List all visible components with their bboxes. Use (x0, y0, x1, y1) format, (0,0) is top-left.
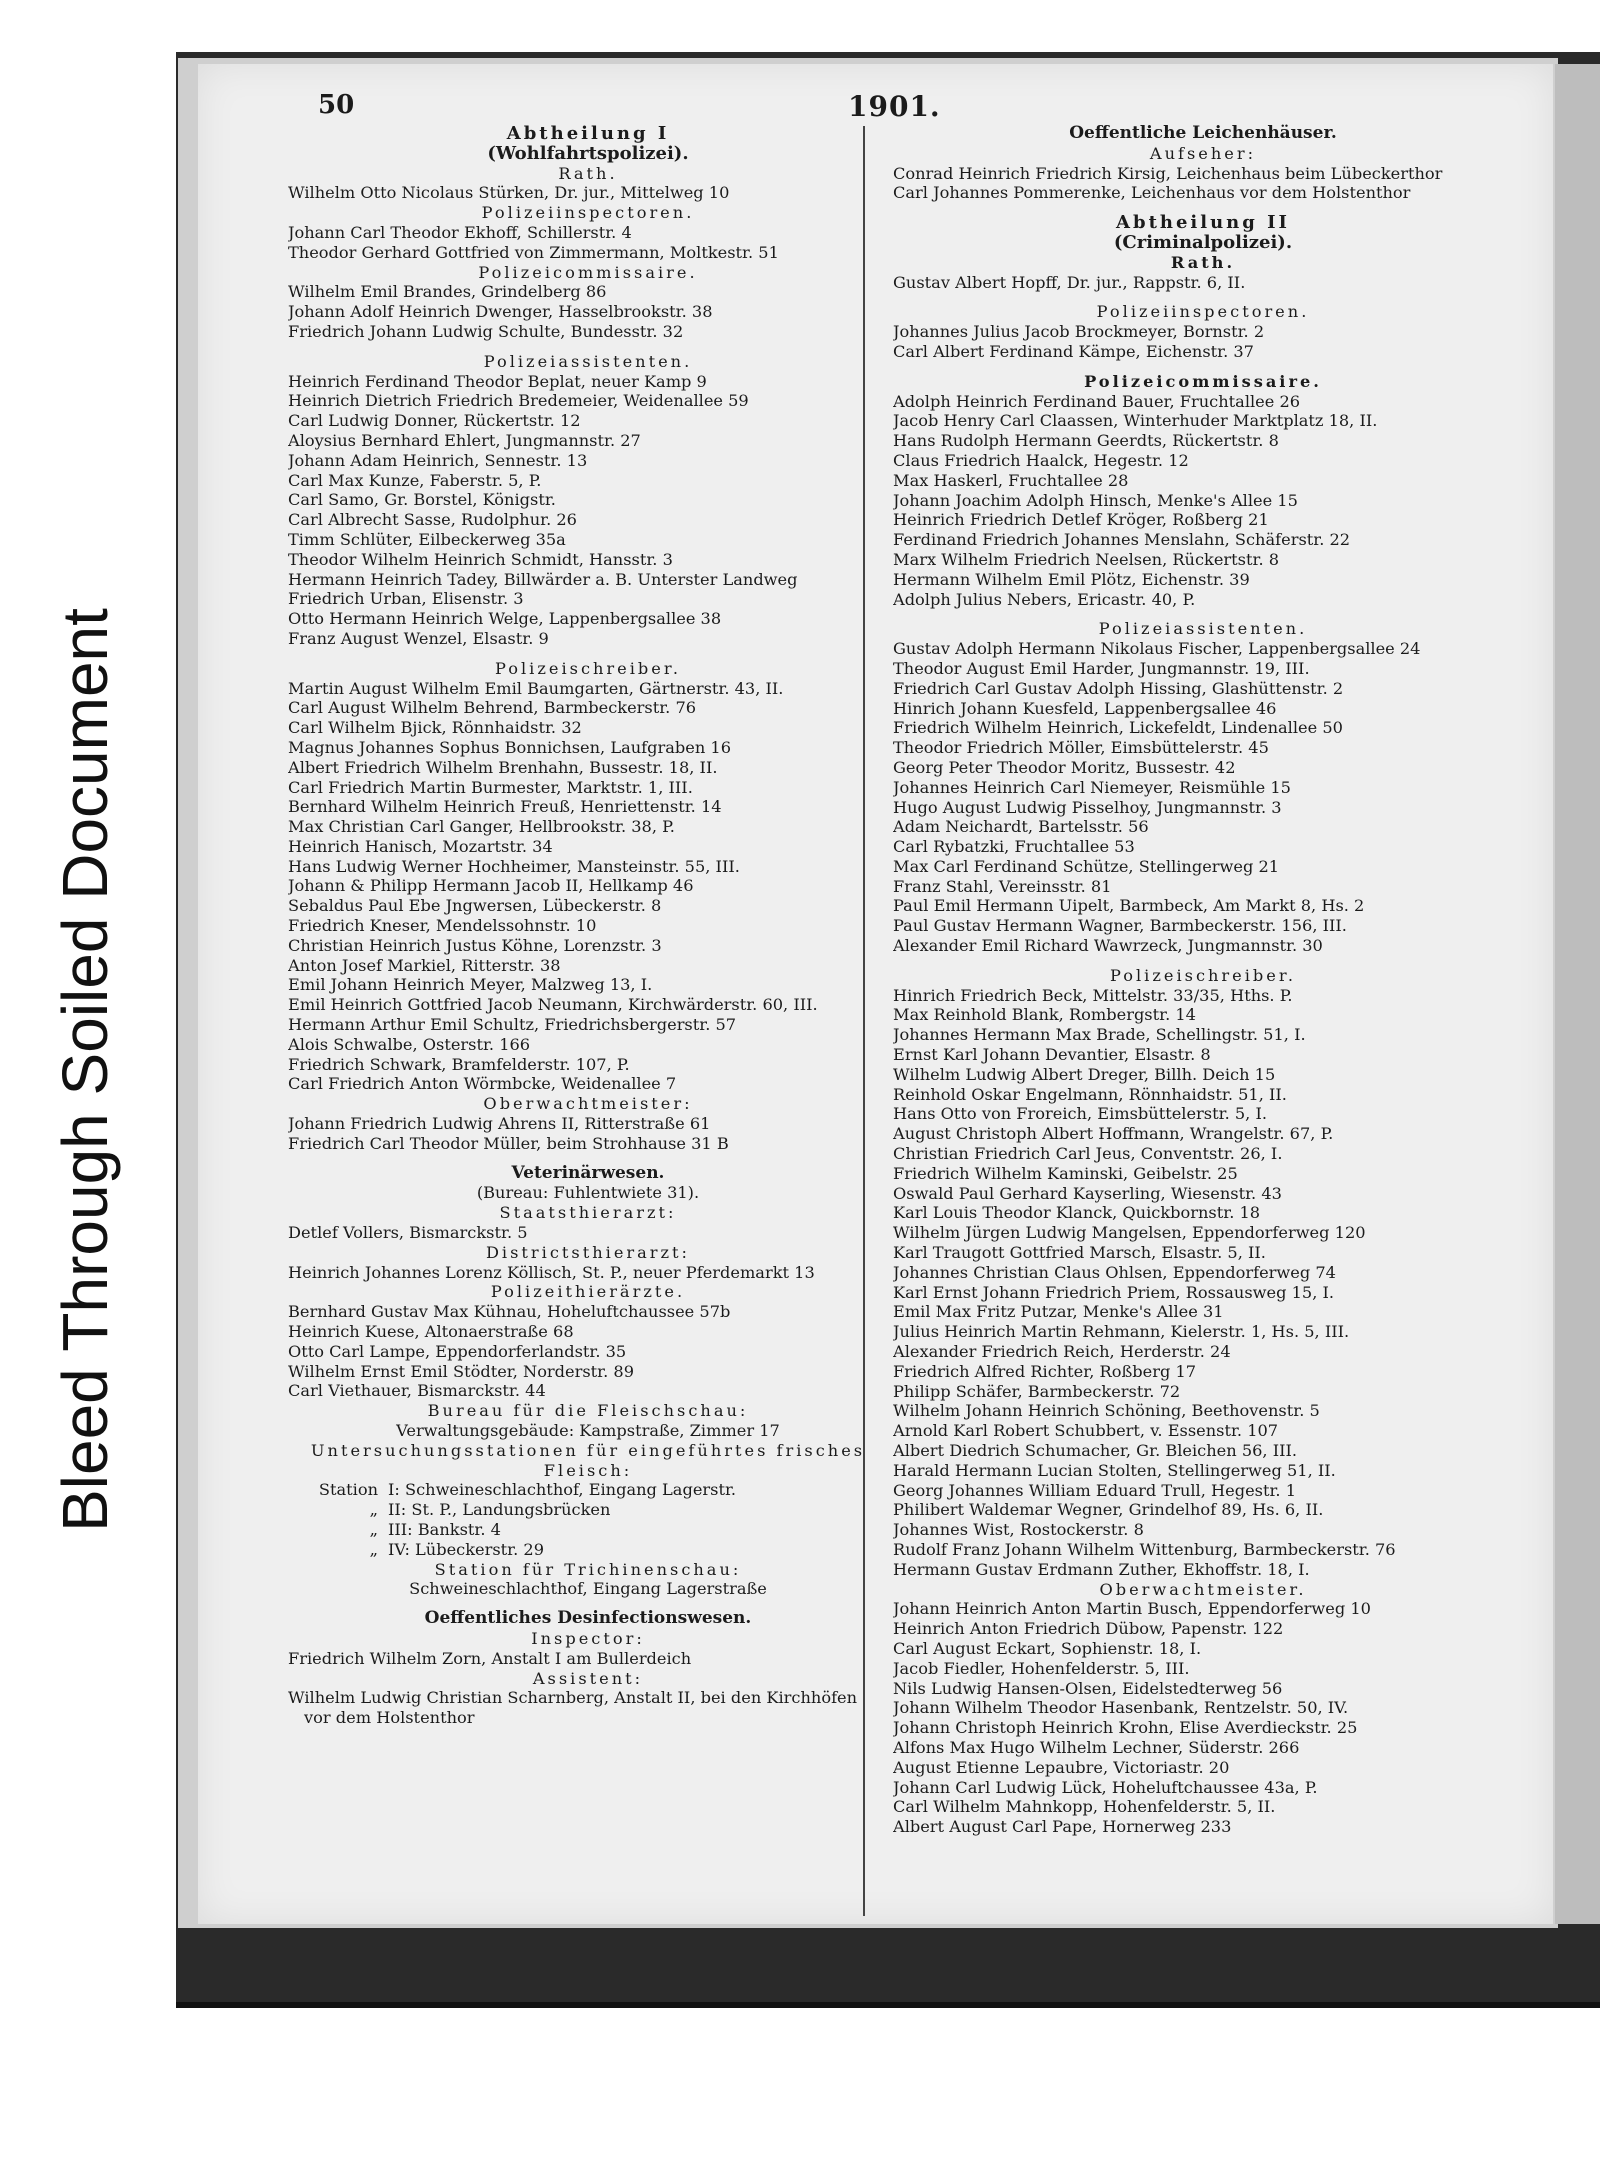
directory-entry: Heinrich Friedrich Detlef Kröger, Roßberg 21 (893, 510, 1269, 530)
directory-entry: Adolph Heinrich Ferdinand Bauer, Fruchtallee 26 (893, 391, 1301, 411)
desinfection-title: Oeffentliches Desinfectionswesen. (424, 1609, 752, 1629)
directory-entry: Georg Peter Theodor Moritz, Bussestr. 42 (893, 757, 1236, 777)
heading-inspectoren: Polizeiinspectoren. (481, 203, 695, 223)
directory-entry: Theodor Wilhelm Heinrich Schmidt, Hansstr. 3 (288, 549, 673, 569)
directory-entry: Carl Samo, Gr. Borstel, Königstr. (288, 490, 556, 510)
rath-list (288, 183, 888, 203)
directory-entry: Georg Johannes William Eduard Trull, Hegestr. 1 (893, 1480, 1297, 1500)
section-title: Abtheilung I (506, 124, 670, 144)
heading-inspector: Inspector: (531, 1628, 645, 1648)
veterinaer-title: Veterinärwesen. (511, 1163, 665, 1183)
directory-entry: Heinrich Johannes Lorenz Köllisch, St. P., neuer Pferdemarkt 13 (288, 1262, 815, 1282)
directory-entry: Paul Emil Hermann Uipelt, Barmbeck, Am Markt 8, Hs. 2 (893, 896, 1365, 916)
directory-entry: Alexander Emil Richard Wawrzeck, Jungmannstr. 30 (893, 936, 1323, 956)
directory-entry: Hugo August Ludwig Pisselhoy, Jungmannstr. 3 (893, 797, 1282, 817)
directory-entry: Adam Neichardt, Bartelsstr. 56 (893, 817, 1149, 837)
directory-entry: Otto Carl Lampe, Eppendorferlandstr. 35 (288, 1341, 627, 1361)
directory-entry: Carl Ludwig Donner, Rückertstr. 12 (288, 411, 581, 431)
directory-entry: Carl Wilhelm Mahnkopp, Hohenfelderstr. 5, II. (893, 1797, 1276, 1817)
station-row (288, 1500, 888, 1520)
directory-entry: Emil Max Fritz Putzar, Menke's Allee 31 (893, 1302, 1224, 1322)
station-text: I: Schweineschlachthof, Eingang Lagerstr. (388, 1480, 737, 1500)
inspector-list (288, 1649, 888, 1669)
document-page (198, 64, 1553, 1924)
directory-entry: Carl Johannes Pommerenke, Leichenhaus vor dem Holstenthor (893, 183, 1411, 203)
staatsthierarzt-list (288, 1223, 888, 1243)
heading-schreiber: Polizeischreiber. (495, 658, 681, 678)
station-row (288, 1540, 888, 1560)
directory-entry: Heinrich Kuese, Altonaerstraße 68 (288, 1322, 574, 1342)
directory-entry: Friedrich Wilhelm Heinrich, Lickefeldt, Lindenallee 50 (893, 718, 1343, 738)
directory-entry: Carl August Eckart, Sophienstr. 18, I. (893, 1638, 1202, 1658)
stations-list (288, 1480, 888, 1559)
station-label: Station (318, 1480, 378, 1500)
fleischschau-line: Verwaltungsgebäude: Kampstraße, Zimmer 17 (396, 1421, 780, 1440)
leichenhaeuser-title: Oeffentliche Leichenhäuser. (1069, 124, 1337, 143)
directory-entry: Conrad Heinrich Friedrich Kirsig, Leichenhaus beim Lübeckerthor (893, 163, 1443, 183)
directory-entry: Philibert Waldemar Wegner, Grindelhof 89, Hs. 6, II. (893, 1500, 1324, 1520)
commissaire-list-2 (893, 392, 1513, 610)
directory-entry: Friedrich Wilhelm Zorn, Anstalt I am Bullerdeich (288, 1648, 692, 1668)
directory-entry: Harald Hermann Lucian Stolten, Stellingerweg 51, II. (893, 1460, 1336, 1480)
directory-entry: Carl Friedrich Anton Wörmbcke, Weidenallee 7 (288, 1074, 677, 1094)
directory-entry: Reinhold Oskar Engelmann, Rönnhaidstr. 51, II. (893, 1084, 1287, 1104)
heading-commissaire-2: Polizeicommissaire. (1084, 371, 1322, 391)
directory-entry: Max Christian Carl Ganger, Hellbrookstr. 38, P. (288, 817, 675, 837)
directory-entry: Hermann Arthur Emil Schultz, Friedrichsbergerstr. 57 (288, 1015, 737, 1035)
directory-entry: Ernst Karl Johann Devantier, Elsastr. 8 (893, 1045, 1211, 1065)
station-label: „ (369, 1539, 378, 1559)
station-row (288, 1520, 888, 1540)
directory-entry: Franz Stahl, Vereinsstr. 81 (893, 876, 1112, 896)
directory-entry: Max Haskerl, Fruchtallee 28 (893, 470, 1129, 490)
directory-entry: Johann Carl Theodor Ekhoff, Schillerstr. 4 (288, 222, 632, 242)
directory-entry: Johann Christoph Heinrich Krohn, Elise Averdieckstr. 25 (893, 1718, 1358, 1738)
directory-entry: Friedrich Schwark, Bramfelderstr. 107, P. (288, 1054, 630, 1074)
directory-entry: Albert Diedrich Schumacher, Gr. Bleichen 56, III. (893, 1441, 1298, 1460)
directory-entry: Friedrich Urban, Elisenstr. 3 (288, 589, 524, 609)
heading-oberwachtmeister-2: Oberwachtmeister. (1099, 1579, 1307, 1599)
heading-assistenten-2: Polizeiassistenten. (1098, 619, 1308, 639)
directory-entry: Johannes Julius Jacob Brockmeyer, Bornstr. 2 (893, 322, 1265, 342)
heading-oberwachtmeister: Oberwachtmeister: (483, 1094, 693, 1114)
directory-entry: Christian Friedrich Carl Jeus, Conventstr. 26, I. (893, 1144, 1283, 1164)
directory-entry: Hinrich Friedrich Beck, Mittelstr. 33/35, Hths. P. (893, 985, 1293, 1005)
station-text: III: Bankstr. 4 (388, 1519, 501, 1539)
directory-entry: Jacob Fiedler, Hohenfelderstr. 5, III. (893, 1658, 1190, 1678)
directory-entry: Hans Ludwig Werner Hochheimer, Mansteinstr. 55, III. (288, 856, 740, 876)
directory-entry: Carl Viethauer, Bismarckstr. 44 (288, 1381, 546, 1401)
heading-assistent: Assistent: (532, 1668, 644, 1688)
directory-entry: Johannes Heinrich Carl Niemeyer, Reismühle 15 (893, 777, 1291, 797)
directory-entry: Albert Friedrich Wilhelm Brenhahn, Bussestr. 18, II. (288, 757, 718, 777)
directory-entry: Marx Wilhelm Friedrich Neelsen, Rückertstr. 8 (893, 549, 1280, 569)
directory-entry: Julius Heinrich Martin Rehmann, Kielerstr. 1, Hs. 5, III. (893, 1322, 1350, 1342)
directory-entry: Carl Rybatzki, Fruchtallee 53 (893, 837, 1135, 857)
directory-entry: Sebaldus Paul Ebe Jngwersen, Lübeckerstr. 8 (288, 896, 662, 916)
assistenten-list (288, 372, 888, 649)
trichinenschau-line: Schweineschlachthof, Eingang Lagerstraße (409, 1579, 767, 1599)
directory-entry: Hermann Wilhelm Emil Plötz, Eichenstr. 39 (893, 569, 1250, 589)
heading-trichinenschau: Station für Trichinenschau: (434, 1559, 742, 1579)
heading-districtsthierarzt: Districtsthierarzt: (485, 1242, 691, 1262)
directory-entry: Gustav Albert Hopff, Dr. jur., Rappstr. 6, II. (893, 272, 1246, 292)
directory-entry: Carl Albert Ferdinand Kämpe, Eichenstr. 37 (893, 341, 1254, 361)
directory-entry: Johannes Hermann Max Brade, Schellingstr. 51, I. (893, 1025, 1306, 1045)
directory-entry: Heinrich Ferdinand Theodor Beplat, neuer Kamp 9 (288, 371, 707, 391)
schreiber-list-2 (893, 986, 1513, 1580)
directory-entry: Friedrich Wilhelm Kaminski, Geibelstr. 25 (893, 1163, 1238, 1183)
station-label: „ (369, 1500, 378, 1520)
rath-list-2 (893, 273, 1513, 293)
heading-staatsthierarzt: Staatsthierarzt: (499, 1203, 677, 1223)
directory-entry: Friedrich Alfred Richter, Roßberg 17 (893, 1361, 1197, 1381)
districtsthierarzt-list (288, 1263, 888, 1283)
directory-entry: Claus Friedrich Haalck, Hegestr. 12 (893, 450, 1189, 470)
directory-entry: Johann Wilhelm Theodor Hasenbank, Rentzelstr. 50, IV. (893, 1698, 1349, 1718)
directory-entry: Carl Friedrich Martin Burmester, Marktstr. 1, III. (288, 777, 693, 797)
directory-entry: Hinrich Johann Kuesfeld, Lappenbergsallee 46 (893, 698, 1277, 718)
directory-entry: Ferdinand Friedrich Johannes Menslahn, Schäferstr. 22 (893, 530, 1351, 550)
scan-bottom-band (176, 2002, 1600, 2008)
directory-entry: Wilhelm Emil Brandes, Grindelberg 86 (288, 282, 607, 302)
directory-entry: Johann Friedrich Ludwig Ahrens II, Ritterstraße 61 (288, 1114, 711, 1134)
directory-entry: Carl Albrecht Sasse, Rudolphur. 26 (288, 510, 577, 530)
heading-aufseher: Aufseher: (1149, 143, 1257, 163)
station-row (288, 1480, 888, 1500)
page-year: 1901. (848, 90, 941, 123)
page-number: 50 (318, 90, 355, 120)
directory-entry: Timm Schlüter, Eilbeckerweg 35a (288, 529, 566, 549)
directory-entry: Jacob Henry Carl Claassen, Winterhuder Marktplatz 18, II. (893, 411, 1378, 431)
directory-entry: Johann Heinrich Anton Martin Busch, Eppendorferweg 10 (893, 1599, 1371, 1619)
directory-entry: Friedrich Carl Gustav Adolph Hissing, Glashüttenstr. 2 (893, 678, 1344, 698)
directory-entry: Carl Max Kunze, Faberstr. 5, P. (288, 470, 542, 490)
directory-entry: Oswald Paul Gerhard Kayserling, Wiesenstr. 43 (893, 1183, 1282, 1203)
station-label: „ (369, 1519, 378, 1539)
assistent-line-2: vor dem Holstenthor (304, 1708, 475, 1728)
directory-entry: Friedrich Carl Theodor Müller, beim Strohhause 31 B (288, 1133, 729, 1153)
directory-entry: Wilhelm Jürgen Ludwig Mangelsen, Eppendorferweg 120 (893, 1223, 1366, 1243)
directory-entry: Alois Schwalbe, Osterstr. 166 (288, 1034, 531, 1054)
directory-entry: Martin August Wilhelm Emil Baumgarten, Gärtnerstr. 43, II. (288, 678, 784, 698)
left-column (288, 124, 888, 1728)
directory-entry: Franz August Wenzel, Elsastr. 9 (288, 628, 549, 648)
bleed-through-stamp (0, 470, 170, 1670)
directory-entry: Christian Heinrich Justus Köhne, Lorenzstr. 3 (288, 935, 662, 955)
directory-entry: Emil Johann Heinrich Meyer, Malzweg 13, I. (288, 975, 653, 995)
section-subtitle-2: (Criminalpolizei). (1113, 232, 1293, 253)
assistenten-list-2 (893, 639, 1513, 956)
directory-entry: Heinrich Anton Friedrich Dübow, Papenstr. 122 (893, 1619, 1284, 1639)
heading-untersuchung-1: Untersuchungsstationen für eingeführtes frisches (310, 1440, 866, 1460)
section-subtitle: (Wohlfahrtspolizei). (487, 143, 689, 164)
directory-entry: Friedrich Johann Ludwig Schulte, Bundesstr. 32 (288, 321, 684, 341)
directory-entry: Heinrich Dietrich Friedrich Bredemeier, Weidenallee 59 (288, 391, 749, 411)
directory-entry: Magnus Johannes Sophus Bonnichsen, Laufgraben 16 (288, 737, 732, 757)
directory-entry: Max Reinhold Blank, Rombergstr. 14 (893, 1005, 1196, 1025)
directory-entry: Johann Adam Heinrich, Sennestr. 13 (288, 450, 588, 470)
directory-entry: Johann & Philipp Hermann Jacob II, Hellkamp 46 (288, 876, 694, 896)
directory-entry: Johann Carl Ludwig Lück, Hoheluftchaussee 43a, P. (893, 1777, 1318, 1797)
inspectoren-list (288, 223, 888, 263)
assistent-line-1: Wilhelm Ludwig Christian Scharnberg, Anstalt II, bei den Kirchhöfen (288, 1688, 858, 1708)
directory-entry: Anton Josef Markiel, Ritterstr. 38 (288, 955, 561, 975)
heading-rath-2: Rath. (1170, 252, 1236, 272)
directory-entry: Philipp Schäfer, Barmbeckerstr. 72 (893, 1381, 1181, 1401)
directory-entry: Johannes Wist, Rostockerstr. 8 (893, 1520, 1144, 1540)
directory-entry: Theodor August Emil Harder, Jungmannstr. 19, III. (893, 658, 1310, 678)
directory-entry: Aloysius Bernhard Ehlert, Jungmannstr. 27 (288, 430, 641, 450)
directory-entry: Alexander Friedrich Reich, Herderstr. 24 (893, 1342, 1231, 1362)
oberwachtmeister-list (288, 1114, 888, 1154)
right-column (893, 124, 1513, 1837)
directory-entry: Karl Louis Theodor Klanck, Quickbornstr. 18 (893, 1203, 1261, 1223)
directory-entry: Carl Wilhelm Bjick, Rönnhaidstr. 32 (288, 718, 582, 738)
directory-entry: Johannes Christian Claus Ohlsen, Eppendorferweg 74 (893, 1262, 1336, 1282)
heading-commissaire: Polizeicommissaire. (478, 262, 698, 282)
stamp-label: Bleed Through Soiled Document (49, 608, 121, 1532)
directory-entry: Wilhelm Johann Heinrich Schöning, Beethovenstr. 5 (893, 1401, 1320, 1421)
directory-entry: Theodor Gerhard Gottfried von Zimmermann, Moltkestr. 51 (288, 242, 779, 262)
directory-entry: Emil Heinrich Gottfried Jacob Neumann, Kirchwärderstr. 60, III. (288, 995, 818, 1015)
directory-entry: Hans Rudolph Hermann Geerdts, Rückertstr. 8 (893, 431, 1279, 451)
directory-entry: Heinrich Hanisch, Mozartstr. 34 (288, 836, 553, 856)
directory-entry: Gustav Adolph Hermann Nikolaus Fischer, Lappenbergsallee 24 (893, 639, 1421, 659)
directory-entry: Alfons Max Hugo Wilhelm Lechner, Süderstr. 266 (893, 1737, 1300, 1757)
directory-entry: Detlef Vollers, Bismarckstr. 5 (288, 1223, 528, 1243)
inspectoren-list-2 (893, 322, 1513, 362)
directory-entry: Bernhard Gustav Max Kühnau, Hoheluftchaussee 57b (288, 1302, 731, 1322)
polizeithieraerzte-list (288, 1302, 888, 1401)
directory-entry: Karl Traugott Gottfried Marsch, Elsastr. 5, II. (893, 1243, 1266, 1263)
page-margin-strip (1555, 64, 1600, 1924)
directory-entry: August Christoph Albert Hoffmann, Wrangelstr. 67, P. (893, 1124, 1334, 1144)
directory-entry: Wilhelm Ernst Emil Stödter, Norderstr. 89 (288, 1361, 635, 1381)
directory-entry: Max Carl Ferdinand Schütze, Stellingerweg 21 (893, 856, 1280, 876)
directory-entry: Adolph Julius Nebers, Ericastr. 40, P. (893, 589, 1196, 609)
directory-entry: Carl August Wilhelm Behrend, Barmbeckerstr. 76 (288, 698, 697, 718)
directory-entry: Theodor Friedrich Möller, Eimsbüttelerstr. 45 (893, 738, 1269, 758)
section-title-2: Abtheilung II (1116, 213, 1290, 233)
directory-entry: Hermann Heinrich Tadey, Billwärder a. B. Unterster Landweg (288, 569, 798, 589)
directory-entry: Rudolf Franz Johann Wilhelm Wittenburg, Barmbeckerstr. 76 (893, 1539, 1396, 1559)
station-text: II: St. P., Landungsbrücken (388, 1500, 611, 1520)
directory-entry: August Etienne Lepaubre, Victoriastr. 20 (893, 1757, 1230, 1777)
heading-schreiber-2: Polizeischreiber. (1110, 965, 1296, 985)
directory-entry: Hermann Gustav Erdmann Zuther, Ekhoffstr. 18, I. (893, 1559, 1310, 1579)
oberwachtmeister-list-2 (893, 1599, 1513, 1837)
commissaire-list (288, 282, 888, 341)
directory-entry: Karl Ernst Johann Friedrich Priem, Rossausweg 15, I. (893, 1282, 1335, 1302)
station-text: IV: Lübeckerstr. 29 (388, 1539, 545, 1559)
directory-entry: Wilhelm Ludwig Albert Dreger, Billh. Deich 15 (893, 1064, 1276, 1084)
directory-entry: Nils Ludwig Hansen-Olsen, Eidelstedterweg 56 (893, 1678, 1283, 1698)
heading-assistenten: Polizeiassistenten. (483, 351, 693, 371)
directory-entry: Wilhelm Otto Nicolaus Stürken, Dr. jur., Mittelweg 10 (288, 183, 730, 203)
heading-rath: Rath. (558, 163, 618, 183)
heading-polizeithieraerzte: Polizeithierärzte. (490, 1282, 686, 1302)
directory-entry: Friedrich Kneser, Mendelssohnstr. 10 (288, 916, 597, 936)
heading-fleischschau: Bureau für die Fleischschau: (427, 1401, 749, 1421)
directory-entry: Paul Gustav Hermann Wagner, Barmbeckerstr. 156, III. (893, 916, 1347, 936)
directory-entry: Hans Otto von Froreich, Eimsbüttelerstr. 5, I. (893, 1104, 1267, 1124)
directory-entry: Johann Adolf Heinrich Dwenger, Hasselbrookstr. 38 (288, 302, 713, 322)
directory-entry: Albert August Carl Pape, Hornerweg 233 (893, 1817, 1232, 1837)
veterinaer-bureau: (Bureau: Fuhlentwiete 31). (476, 1183, 700, 1203)
schreiber-list (288, 679, 888, 1095)
directory-entry: Johann Joachim Adolph Hinsch, Menke's Allee 15 (893, 490, 1298, 510)
directory-entry: Bernhard Wilhelm Heinrich Freuß, Henriettenstr. 14 (288, 797, 722, 817)
aufseher-list (893, 164, 1513, 204)
directory-entry: Arnold Karl Robert Schubbert, v. Essenstr. 107 (893, 1421, 1279, 1441)
heading-inspectoren-2: Polizeiinspectoren. (1096, 302, 1310, 322)
directory-entry: Otto Hermann Heinrich Welge, Lappenbergsallee 38 (288, 609, 722, 629)
heading-untersuchung-2: Fleisch: (543, 1460, 633, 1480)
